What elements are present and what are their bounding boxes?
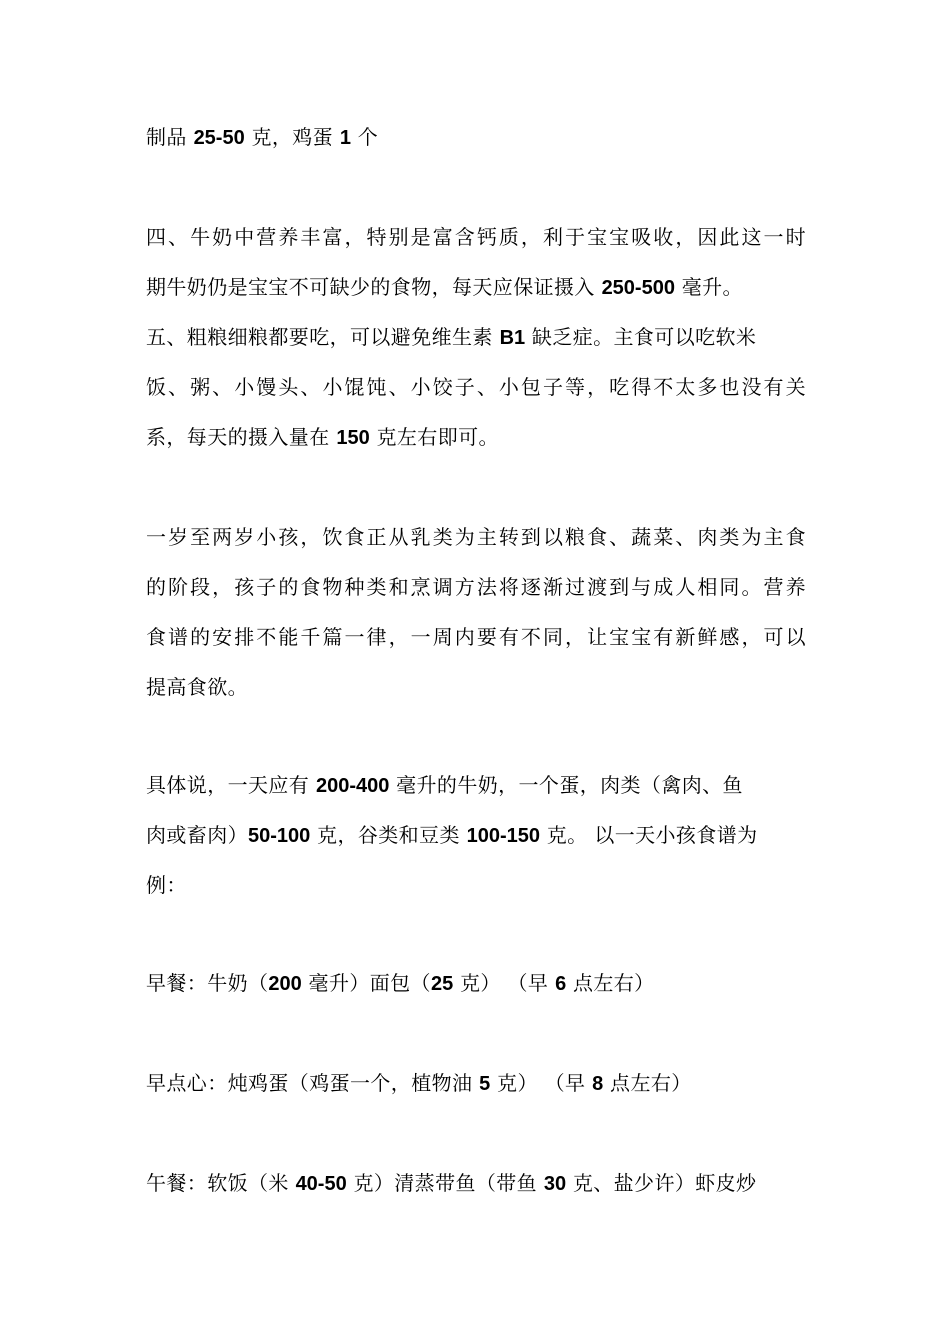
- bold-number: 5: [479, 1073, 491, 1095]
- text-line: [146, 573, 806, 601]
- text-segment: 克，谷类和豆类: [310, 823, 467, 847]
- text-line: [146, 821, 806, 849]
- text-segment: 午餐：软饭（米: [146, 1171, 296, 1195]
- text-segment: 点左右）: [603, 1071, 692, 1095]
- bold-number: 40-50: [295, 1173, 347, 1195]
- text-segment: 五、粗粮细粮都要吃，可以避免维生素: [146, 325, 500, 349]
- text-segment: 缺乏症。主食可以吃软米: [525, 325, 757, 349]
- text-line: [146, 673, 806, 701]
- text-segment: 点左右）: [566, 971, 655, 995]
- text-segment: 毫升）面包（: [301, 971, 431, 995]
- text-segment: 个: [350, 125, 379, 149]
- text-segment: 早餐：牛奶（: [146, 971, 269, 995]
- text-line: [146, 1169, 806, 1197]
- text-segment: 具体说，一天应有: [146, 773, 316, 797]
- bold-number: 8: [592, 1073, 604, 1095]
- text-line: [146, 423, 806, 451]
- bold-number: 200: [268, 973, 302, 995]
- text-segment: 提高食欲。: [146, 675, 248, 699]
- text-line: [146, 323, 806, 351]
- text-segment: 例：: [146, 873, 187, 897]
- bold-number: 30: [543, 1173, 567, 1195]
- bold-number: B1: [499, 327, 526, 349]
- bold-number: 25: [430, 973, 454, 995]
- text-segment: 期牛奶仍是宝宝不可缺少的食物，每天应保证摄入: [146, 275, 602, 299]
- text-line: [146, 273, 806, 301]
- text-line: [146, 1069, 806, 1097]
- text-segment: 四、牛奶中营养丰富，特别是富含钙质，利于宝宝吸收，因此这一时: [146, 225, 806, 249]
- text-line: [146, 969, 806, 997]
- bold-number: 250-500: [601, 277, 675, 299]
- bold-number: 1: [339, 127, 351, 149]
- bold-number: 100-150: [466, 825, 541, 847]
- text-segment: 克） （早: [453, 971, 556, 995]
- text-line: [146, 523, 806, 551]
- text-segment: 肉或畜肉）: [146, 823, 248, 847]
- text-line: [146, 623, 806, 651]
- text-line: [146, 871, 806, 899]
- text-line: [146, 223, 806, 251]
- text-segment: 克，鸡蛋: [244, 125, 340, 149]
- text-segment: 早点心：炖鸡蛋（鸡蛋一个，植物油: [146, 1071, 480, 1095]
- bold-number: 50-100: [248, 825, 311, 847]
- text-segment: 毫升的牛奶，一个蛋，肉类（禽肉、鱼: [389, 773, 743, 797]
- text-segment: 克）清蒸带鱼（带鱼: [346, 1171, 544, 1195]
- text-line: [146, 771, 806, 799]
- bold-number: 25-50: [193, 127, 245, 149]
- bold-number: 150: [336, 427, 370, 449]
- text-segment: 系，每天的摄入量在: [146, 425, 337, 449]
- bold-number: 200-400: [315, 775, 390, 797]
- text-segment: 一岁至两岁小孩，饮食正从乳类为主转到以粮食、蔬菜、肉类为主食: [146, 525, 806, 549]
- text-segment: 克。 以一天小孩食谱为: [540, 823, 758, 847]
- text-segment: 克左右即可。: [369, 425, 499, 449]
- text-line: [146, 373, 806, 401]
- text-segment: 饭、粥、小馒头、小馄饨、小饺子、小包子等，吃得不太多也没有关: [146, 375, 806, 399]
- text-segment: 制品: [146, 125, 194, 149]
- text-segment: 克） （早: [490, 1071, 593, 1095]
- text-segment: 毫升。: [674, 275, 743, 299]
- text-segment: 的阶段，孩子的食物种类和烹调方法将逐渐过渡到与成人相同。营养: [146, 575, 806, 599]
- text-line: [146, 123, 806, 151]
- bold-number: 6: [555, 973, 567, 995]
- text-segment: 克、盐少许）虾皮炒: [566, 1171, 757, 1195]
- text-segment: 食谱的安排不能千篇一律，一周内要有不同，让宝宝有新鲜感，可以: [146, 625, 806, 649]
